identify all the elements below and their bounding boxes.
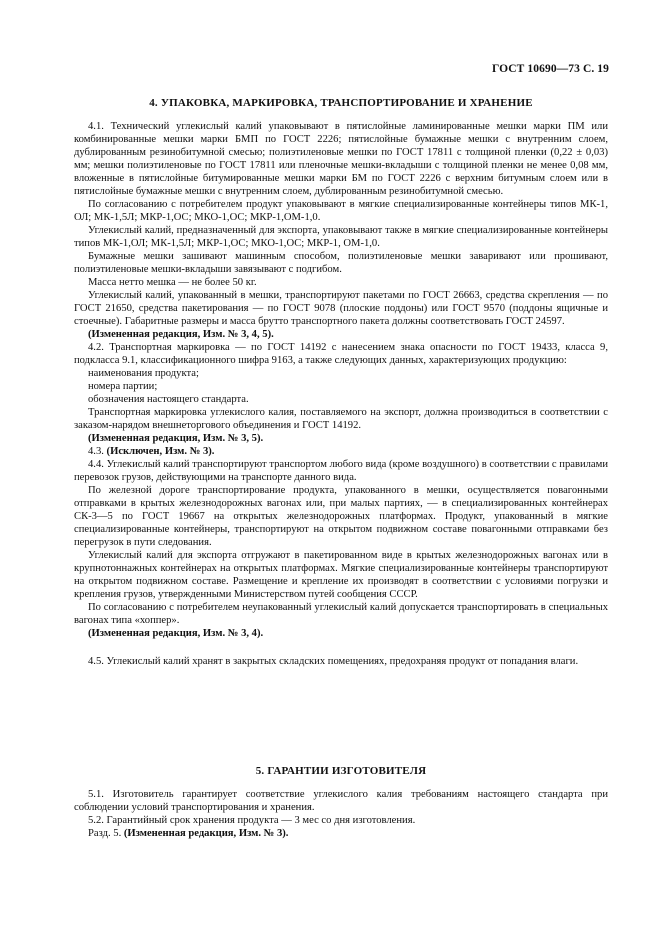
amendment-note-2: (Измененная редакция, Изм. № 3, 5). <box>88 433 264 444</box>
paragraph-5-2: 5.2. Гарантийный срок хранения продукта — 3 мес со дня изготовления. <box>88 815 416 826</box>
section-5-amendment <box>74 827 608 840</box>
spacer <box>74 640 608 655</box>
paragraph-sealing: Бумажные мешки зашивают машинным способом, полиэтиленовые мешки заваривают или прошивают, полиэтиленовые мешки-вкладыши завязывают с подгибом. <box>74 251 608 275</box>
paragraph-4-4: 4.4. Углекислый калий транспортируют транспортом любого вида (кроме воздушного) в соответствии с правилами перевозок грузов, действующими на транспорте данного вида. <box>74 459 608 483</box>
paragraph-export-marking: Транспортная маркировка углекислого калия, поставляемого на экспорт, должна производиться в соответствии с заказом-нарядом внешнеторгового объединения и ГОСТ 14192. <box>74 407 608 431</box>
list-item: номера партии; <box>88 381 158 392</box>
paragraph-export-shipping: Углекислый калий для экспорта отгружают в пакетированном виде в крытых железнодорожных вагонах или в крупнотоннажных контейнерах на открытых платформах. Мягкие специализированные контейнеры транспортируют на открытом подвижном составе. Размещение и крепление их производят в соответствии с условиями погрузки и крепления грузов, утвержденными Министерством путей сообщения СССР. <box>74 550 608 600</box>
paragraph-4-3-text: (Исключен, Изм. № 3). <box>106 446 215 457</box>
section-4-title: 4. УПАКОВКА, МАРКИРОВКА, ТРАНСПОРТИРОВАНИЕ И ХРАНЕНИЕ <box>149 97 533 109</box>
spacer <box>74 778 608 788</box>
list-item: обозначения настоящего стандарта. <box>88 394 249 405</box>
section-5-amendment-label: Разд. 5. <box>88 828 122 839</box>
amendment-note-3: (Измененная редакция, Изм. № 3, 4). <box>88 628 264 639</box>
section-5-amendment-text: (Измененная редакция, Изм. № 3). <box>123 828 289 839</box>
paragraph-4-5: 4.5. Углекислый калий хранят в закрытых складских помещениях, предохраняя продукт от попадания влаги. <box>88 656 579 667</box>
amendment-note-1: (Измененная редакция, Изм. № 3, 4, 5). <box>88 329 274 340</box>
paragraph-4-2: 4.2. Транспортная маркировка — по ГОСТ 14192 с нанесением знака опасности по ГОСТ 19433, класса 9, подкласса 9.1, классификационного шифра 9163, а также следующих данных, характеризующих продукцию: <box>74 342 608 366</box>
page-header: ГОСТ 10690—73 С. 19 <box>491 63 609 75</box>
paragraph-4-3-number: 4.3. <box>88 446 104 457</box>
section-4 <box>74 97 608 110</box>
paragraph-5-1: 5.1. Изготовитель гарантирует соответствие углекислого калия требованиям настоящего стандарта при соблюдении условий транспортирования и хранения. <box>74 789 608 813</box>
paragraph-4-1: 4.1. Технический углекислый калий упаковывают в пятислойные ламинированные мешки марки ПМ или комбинированные мешки марки БМП по ГОСТ 2226; пятислойные бумажные мешки с внутренним слоем, дублированным резинобитумной смесью; полиэтиленовые мешки по ГОСТ 17811 с толщиной пленки (0,22 ± 0,03) мм; мешки полиэтиленовые по ГОСТ 17811 или пленочные мешки-вкладыши с толщиной пленки не менее 0,08 мм, вложенные в пятислойные битумированные мешки марки БМ по ГОСТ 2226 с верхним битумным слоем или в пятислойные бумажные мешки с внутренним слоем, дублированным резинобитумной смесью. <box>74 121 608 197</box>
paragraph-railway: По железной дороге транспортирование продукта, упакованного в мешки, осуществляется повагонными отправками в крытых железнодорожных вагонах или, при малых партиях, — в специализированных контейнерах СК-3—5 по ГОСТ 19667 на открытых железнодорожных платформах. Продукт, упакованный в мягкие специализированные контейнеры, транспортируют на открытом подвижном составе повагонными отправками без перегрузок в пути следования. <box>74 485 608 548</box>
paragraph-packets: Углекислый калий, упакованный в мешки, транспортируют пакетами по ГОСТ 26663, средства скрепления — по ГОСТ 21650, средства пакетирования — по ГОСТ 9078 (плоские поддоны) или ГОСТ 9570 (поддоны ящичные и стоечные). Габаритные размеры и масса брутто транспортного пакета должны соответствовать ГОСТ 24597. <box>74 290 608 327</box>
section-5-title: 5. ГАРАНТИИ ИЗГОТОВИТЕЛЯ <box>255 765 427 777</box>
list-item: наименования продукта; <box>88 368 199 379</box>
paragraph-mass: Масса нетто мешка — не более 50 кг. <box>88 277 257 288</box>
section-5 <box>74 765 608 840</box>
paragraph-containers: По согласованию с потребителем продукт упаковывают в мягкие специализированные контейнеры типов МК-1, ОЛ; МК-1,5Л; МКР-1,ОС; МКО-1,ОС; МКР-1,ОМ-1,0. <box>74 199 608 223</box>
paragraph-export: Углекислый калий, предназначенный для экспорта, упаковывают также в мягкие специализированные контейнеры типов МК-1,ОЛ; МК-1,5Л; МКР-1,ОС; МКО-1,ОС; МКР-1, ОМ-1,0. <box>74 225 608 249</box>
section-4-body <box>74 120 608 668</box>
paragraph-hopper: По согласованию с потребителем неупакованный углекислый калий допускается транспортировать в специальных вагонах типа «хоппер». <box>74 602 608 626</box>
paragraph-4-3 <box>74 445 608 458</box>
